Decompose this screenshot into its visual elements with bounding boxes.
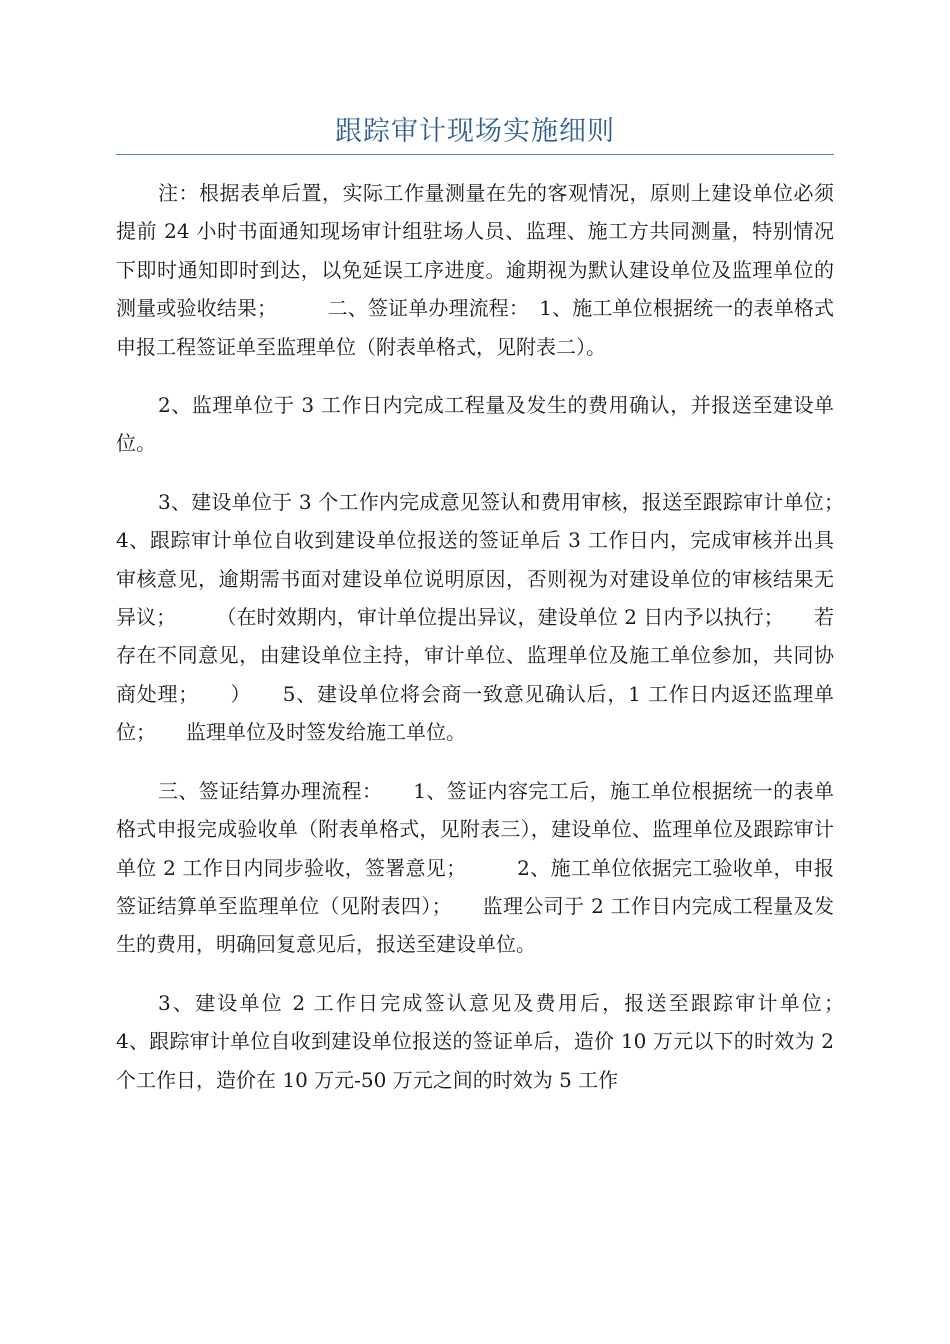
paragraph-2: 2、监理单位于 3 工作日内完成工程量及发生的费用确认，并报送至建设单位。	[116, 393, 834, 456]
paragraph-3: 3、建设单位于 3 个工作内完成意见签认和费用审核，报送至跟踪审计单位； 4、跟踪审计单位自收到建设单位报送的签证单后 3 工作日内，完成审核并出具审核意见，逾期需书面对建设单位说明原因，否则视为对建设单位的审核结果无异议； （在时效期内，审计单位提出异议，建设单位 2 日内予以执行； 若存在不同意见，由建设单位主持，审计单位、监理单位及施工单位参加，共同协商处理； ） 5、建设单位将会商一致意见确认后，1 工作日内返还监理单位； 监理单位及时签发给施工单位。	[116, 489, 874, 745]
paragraph-1: 注：根据表单后置，实际工作量测量在先的客观情况，原则上建设单位必须提前 24 小时书面通知现场审计组驻场人员、监理、施工方共同测量，特别情况下即时通知即时到达，以免延误工序进度。逾期视为默认建设单位及监理单位的测量或验收结果； 二、签证单办理流程： 1、施工单位根据统一的表单格式申报工程签证单至监理单位（附表单格式，见附表二）。	[116, 181, 834, 359]
paragraph-5: 3、建设单位 2 工作日完成签认意见及费用后，报送至跟踪审计单位； 4、跟踪审计单位自收到建设单位报送的签证单后，造价 10 万元以下的时效为 2 个工作日，造价在 10 万元-50 万元之间的时效为 5 工作	[116, 990, 894, 1092]
document-title: 跟踪审计现场实施细则	[335, 116, 615, 147]
document-body	[116, 174, 894, 1119]
paragraph-4: 三、签证结算办理流程： 1、签证内容完工后，施工单位根据统一的表单格式申报完成验收单（附表单格式，见附表三），建设单位、监理单位及跟踪审计单位 2 工作日内同步验收，签署意见； 2、施工单位依据完工验收单，申报签证结算单至监理单位（见附表四）； 监理公司于 2 工作日内完成工程量及发生的费用，明确回复意见后，报送至建设单位。	[116, 778, 834, 957]
title-underline	[116, 154, 834, 155]
